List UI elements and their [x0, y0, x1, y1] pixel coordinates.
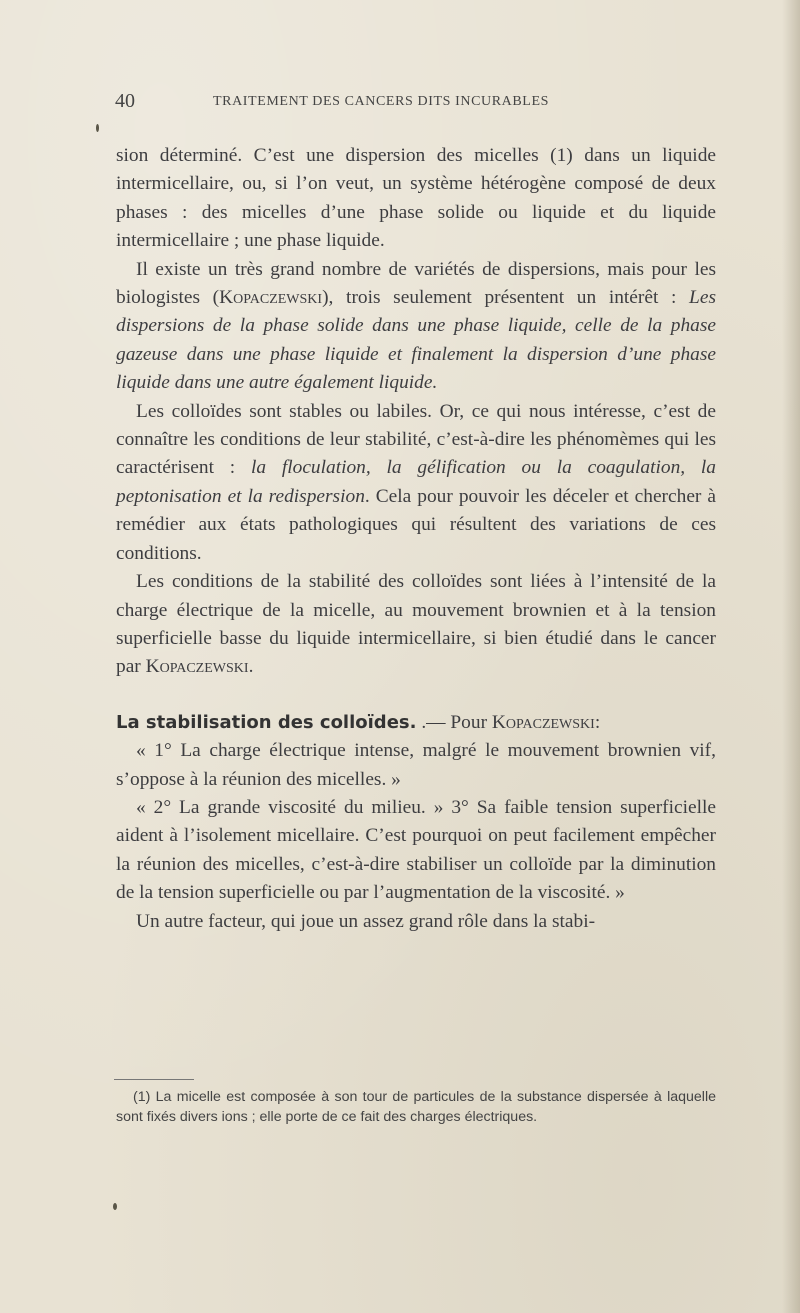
ink-speck: [113, 1203, 117, 1210]
paragraph-1: sion déterminé. C’est une dispersion des micelles (1) dans un liquide intermicellaire, ou, si l’on veut, un système hétérogène composé de deux phases : des micelles d’une phase solide ou liquide et du liquide intermicellaire ; une phase liquide.: [116, 145, 716, 252]
author-name: Kopaczewski: [491, 711, 595, 733]
paragraph-3-italic: la floculation, la gélification ou la coagulation, la peptonisation et la redispersion: [116, 457, 717, 507]
paragraph-2-italic: Les dispersions de la phase solide dans une phase liquide, celle de la phase gazeuse dans une phase liquide et finalement la dispersion d’une phase liquide dans une autre également liquide.: [116, 287, 716, 394]
paragraph-2-middle: ), trois seulement présentent un intérêt :: [322, 287, 690, 309]
author-name: Kopaczewski: [219, 287, 323, 309]
section-spacer: [116, 682, 716, 709]
section-line: [116, 709, 716, 737]
ink-speck: [96, 124, 99, 132]
paragraph-3: [116, 398, 716, 568]
paragraph-last: Un autre facteur, qui joue un assez grand rôle dans la stabi-: [136, 910, 596, 932]
page-edge-shadow: [782, 0, 800, 1313]
author-name: Kopaczewski: [145, 656, 249, 678]
section-heading: La stabilisation des colloïdes.: [116, 711, 417, 733]
page-header: [115, 90, 715, 114]
footnote-text: (1) La micelle est composée à son tour de particules de la substance dispersée à laquelle sont fixés divers ions ; elle porte de ce fait des charges électriques.: [116, 1089, 716, 1125]
quote-2: « 2° La grande viscosité du milieu. » 3° Sa faible tension superficielle aident à l’isolement micellaire. C’est pourquoi on peut facilement empêcher la réunion des micelles, c’est-à-dire stabiliser un colloïde par la diminution de la tension superficielle ou par l’augmentation de la viscosité. »: [116, 796, 716, 904]
paragraph-3-end: . Cela pour pouvoir les déceler et chercher à remédier aux états pathologiques qui résultent des variations de ces conditions.: [116, 485, 716, 564]
paragraph-4-start: Les conditions de la stabilité des colloïdes sont liées à l’intensité de la charge électrique de la micelle, au mouvement brownien et à la tension superficielle basse du liquide intermicellaire, si bien étudié dans le cancer par: [116, 571, 716, 678]
body-text: [116, 142, 716, 936]
paragraph-4: [116, 568, 716, 682]
footnote: [116, 1087, 716, 1127]
paragraph-3-start: Les colloïdes sont stables ou labiles. Or, ce qui nous intéresse, c’est de connaître les conditions de leur stabilité, c’est-à-dire les phénomèmes qui les caractérisent :: [116, 400, 716, 479]
paragraph-4-end: .: [248, 656, 254, 678]
quote-1: « 1° La charge électrique intense, malgré le mouvement brownien vif, s’oppose à la réunion des micelles. »: [116, 740, 716, 790]
section-dash: .— Pour: [416, 711, 492, 733]
footnote-rule: [114, 1079, 194, 1080]
section-colon: :: [594, 711, 601, 733]
page-number: 40: [115, 90, 135, 112]
running-title: TRAITEMENT DES CANCERS DITS INCURABLES: [213, 94, 550, 109]
paragraph-2: [116, 256, 716, 398]
paragraph-2-start: Il existe un très grand nombre de variétés de dispersions, mais pour les biologistes (: [116, 258, 716, 309]
